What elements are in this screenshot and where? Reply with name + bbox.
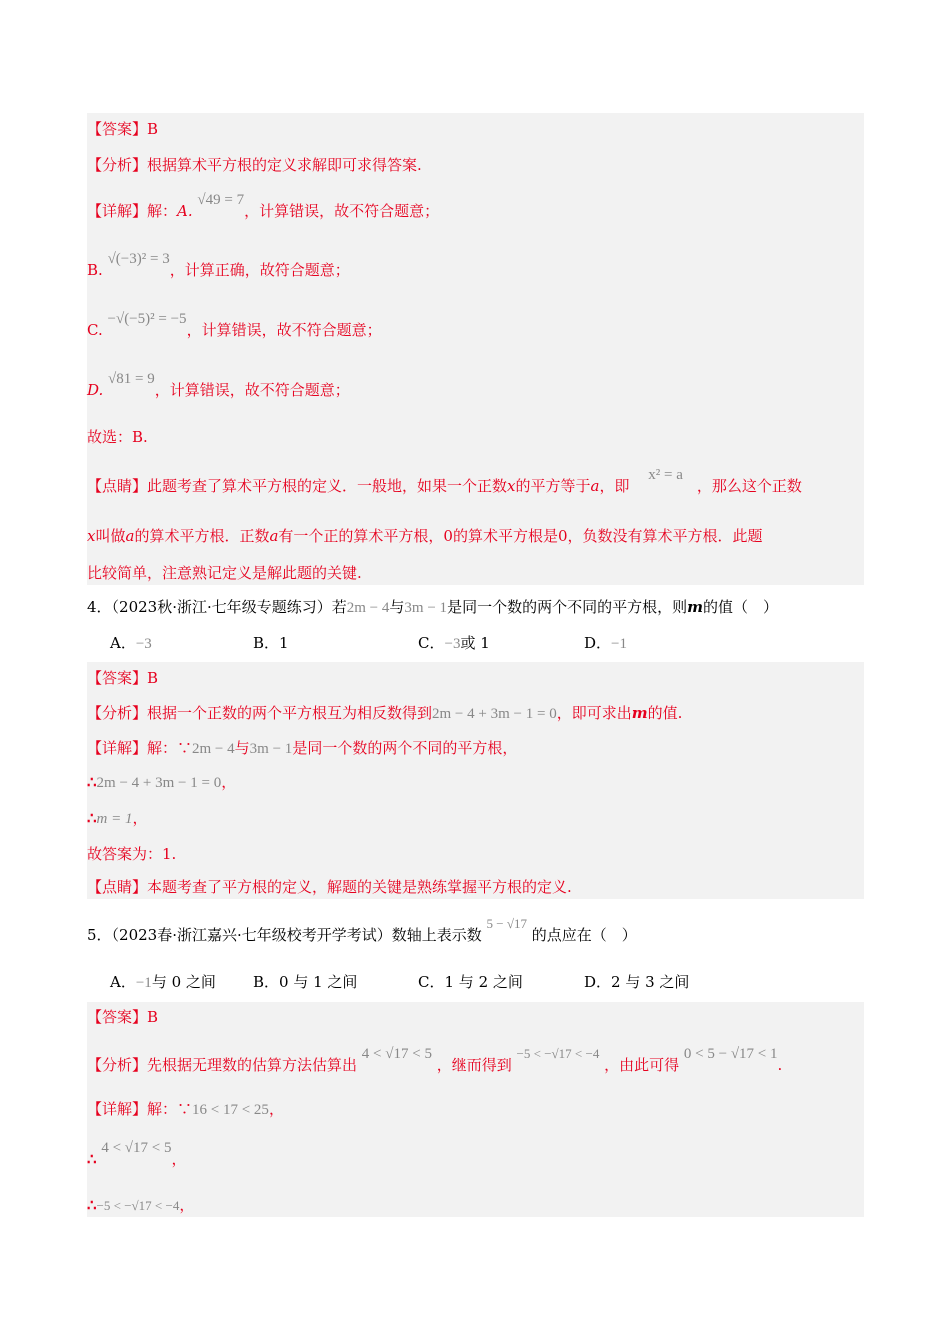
comment-line-2 [87,526,864,546]
detail-a-text: ，计算错误，故不符合题意； [244,202,440,220]
q5-option-c: C．1 与 2 之间 [418,973,523,991]
q5-stem-formula: 5 − √17 [486,916,528,931]
question-5-stem: 5．（2023春·浙江嘉兴·七年级校考开学考试）数轴上表示数 5 − √17 的点应在（ ） [87,916,637,944]
q5-step-1: ∴ 4 < √17 < 5， [87,1140,187,1168]
var-x: x [507,477,516,495]
choose-line: 故选：B. [87,428,148,446]
q4-formula-2: 3m − 1 [404,600,448,616]
q4-analysis: 【分析】根据一个正数的两个平方根互为相反数得到2m − 4 + 3m − 1 = 0，即可求出m的值. [87,704,683,722]
option-b-label: B. [87,261,103,279]
analysis-line: 【分析】根据算术平方根的定义求解即可求得答案. [87,156,422,174]
formula-x2-a: x² = a [648,467,683,483]
question-4-stem [87,597,778,618]
q4-option-b: B．1 [253,634,289,652]
solution-block-q4 [87,662,864,899]
q5-detail: 【详解】解：∵16 < 17 < 25， [87,1100,284,1118]
comment-2c: 的算术平方根．正数 [134,527,270,545]
comment-1d: ，即 [599,477,630,495]
detail-b-text: ，计算正确，故符合题意； [169,261,350,279]
comment-2a: 叫做 [95,527,126,545]
q4-comment: 【点睛】本题考查了平方根的定义，解题的关键是熟练掌握平方根的定义. [87,878,572,896]
detail-line-b [87,251,864,281]
q4-option-c: C．−3或 1 [418,634,490,652]
q4-step-2: ∴m = 1， [87,809,148,827]
q4-option-d: D．−1 [584,634,627,652]
q5-option-a: A．−1与 0 之间 [110,973,216,991]
q4-stem-b: 与 [389,598,405,616]
var-a: a [590,477,600,495]
q4-stem-c: 是同一个数的两个不同的平方根，则 [447,598,688,616]
comment-2e: 有一个正的算术平方根，0的算术平方根是0，负数没有算术平方根．此题 [278,527,763,545]
q4-result: 故答案为：1. [87,845,177,863]
var-a-3: a [269,527,279,545]
detail-line-a [87,192,864,222]
detail-head: 【详解】解： [87,202,178,220]
formula-c: −√(−5)² = −5 [107,311,187,327]
q4-analysis-formula: 2m − 4 + 3m − 1 = 0 [432,706,557,722]
option-d-label: D. [87,381,104,399]
q4-answer: 【答案】B [87,669,159,687]
q5-analysis: 【分析】先根据无理数的估算方法估算出 4 < √17 < 5 ，继而得到 −5 < −√17 < −4 ，由此可得 0 < 5 − √17 < 1. [87,1046,783,1074]
detail-line-d [87,371,864,401]
q5-option-d: D．2 与 3 之间 [584,973,690,991]
formula-a: √49 = 7 [197,192,245,208]
q4-var-m: m [687,598,703,616]
var-a-2: a [125,527,135,545]
q4-formula-1: 2m − 4 [346,600,390,616]
q4-detail: 【详解】解：∵2m − 4与3m − 1是同一个数的两个不同的平方根， [87,739,518,757]
option-a-label: A. [177,202,193,220]
answer-line: 【答案】B [87,120,159,138]
q4-option-a: A．−3 [110,634,152,652]
q4-stem-a: 4．（2023秋·浙江·七年级专题练习）若 [87,598,347,616]
detail-line-c [87,311,864,341]
q4-stem-d: 的值（ ） [702,598,778,616]
q5-step-2: ∴−5 < −√17 < −4， [87,1196,195,1214]
comment-line-1 [87,467,864,497]
detail-c-text: ，计算错误，故不符合题意； [186,321,382,339]
q4-step-1: ∴2m − 4 + 3m − 1 = 0， [87,773,237,791]
comment-1a: 【点睛】此题考查了算术平方根的定义．一般地，如果一个正数 [87,477,508,495]
var-x-2: x [87,527,96,545]
comment-line-3: 比较简单，注意熟记定义是解此题的关键. [87,564,362,582]
formula-d: √81 = 9 [108,371,155,387]
comment-1e: ，那么这个正数 [696,477,802,495]
option-c-label: C. [87,321,103,339]
q5-option-b: B．0 与 1 之间 [253,973,358,991]
comment-1b: 的平方等于 [515,477,591,495]
formula-b: √(−3)² = 3 [107,251,170,267]
detail-d-text: ，计算错误，故不符合题意； [154,381,350,399]
solution-block-q5 [87,1002,864,1217]
solution-block-q3 [87,113,864,585]
q5-answer: 【答案】B [87,1008,159,1026]
